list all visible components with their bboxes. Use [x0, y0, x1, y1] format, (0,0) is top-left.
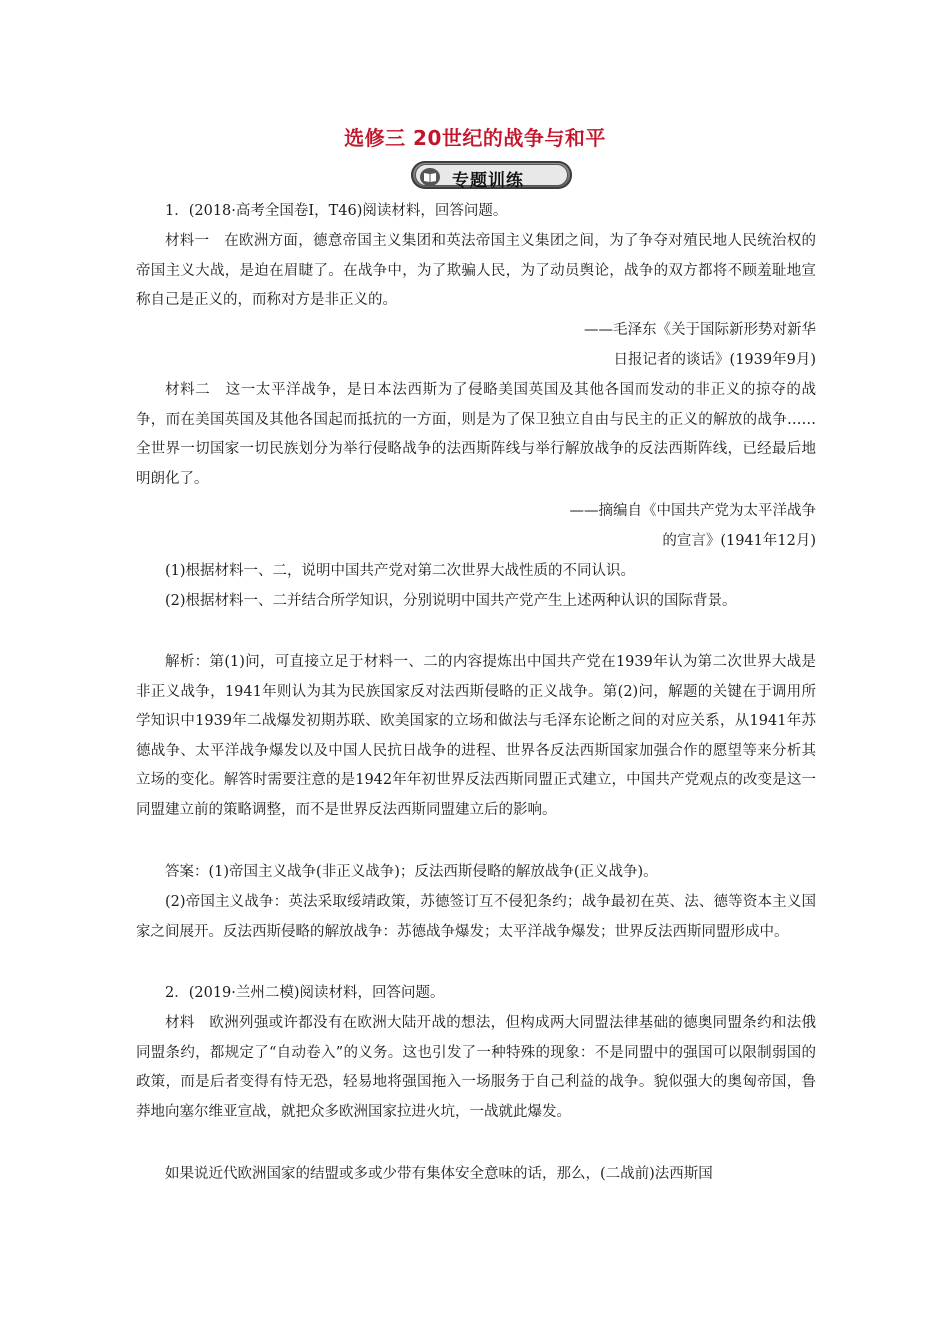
q1-material-1: 材料一 在欧洲方面，德意帝国主义集团和英法帝国主义集团之间，为了争夺对殖民地人民统治权的帝国主义大战，是迫在眉睫了。在战争中，为了欺骗人民，为了动员舆论，战争的双方都将不顾羞耻地宣称自己是正义的，而称对方是非正义的。: [136, 233, 816, 308]
page-title: 选修三 20世纪的战争与和平: [344, 126, 606, 150]
q1-analysis: 解析：第(1)问，可直接立足于材料一、二的内容提炼出中国共产党在1939年认为第二次世界大战是非正义战争，1941年则认为其为民族国家反对法西斯侵略的正义战争。第(2)问，解题的关键在于调用所学知识中1939年二战爆发初期苏联、欧美国家的立场和做法与毛泽东论断之间的对应关系，从1941年苏德战争、太平洋战争爆发以及中国人民抗日战争的进程、世界各反法西斯国家加强合作的愿望等来分析其立场的变化。解答时需要注意的是1942年年初世界反法西斯同盟正式建立，中国共产党观点的改变是这一同盟建立前的策略调整，而不是世界反法西斯同盟建立后的影响。: [136, 654, 816, 818]
q2-material: 材料 欧洲列强或许都没有在欧洲大陆开战的想法，但构成两大同盟法律基础的德奥同盟条约和法俄同盟条约，都规定了“自动卷入”的义务。这也引发了一种特殊的现象：不是同盟中的强国可以限制弱国的政策，而是后者变得有恃无恐，轻易地将强国拖入一场服务于自己利益的战争。貌似强大的奥匈帝国，鲁莽地向塞尔维亚宣战，就把众多欧洲国家拉进火坑，一战就此爆发。: [136, 1015, 816, 1120]
book-icon: [420, 168, 440, 186]
q1-source-1-line-1: ——毛泽东《关于国际新形势对新华: [584, 322, 816, 338]
question-1-header: 1．(2018·高考全国卷Ⅰ，T46)阅读材料，回答问题。: [165, 203, 508, 219]
q1-answer-1: 答案：(1)帝国主义战争(非正义战争)；反法西斯侵略的解放战争(正义战争)。: [165, 864, 658, 880]
q1-source-2-line-1: ——摘编自《中国共产党为太平洋战争: [569, 503, 816, 519]
banner-label: 专题训练: [452, 171, 524, 191]
q1-subquestion-2: (2)根据材料一、二并结合所学知识，分别说明中国共产党产生上述两种认识的国际背景。: [165, 593, 737, 609]
q1-source-2-line-2: 的宣言》(1941年12月): [662, 533, 816, 549]
q1-source-1-line-2: 日报记者的谈话》(1939年9月): [613, 352, 816, 368]
banner-frame: [415, 164, 568, 191]
question-2-header: 2．(2019·兰州二模)阅读材料，回答问题。: [165, 985, 445, 1001]
q1-answer-2: (2)帝国主义战争：英法采取绥靖政策，苏德签订互不侵犯条约；战争最初在英、法、德等资本主义国家之间展开。反法西斯侵略的解放战争：苏德战争爆发；太平洋战争爆发；世界反法西斯同盟形成中。: [136, 894, 816, 940]
q2-continuation: 如果说近代欧洲国家的结盟或多或少带有集体安全意味的话，那么，(二战前)法西斯国: [165, 1166, 713, 1182]
q1-material-2: 材料二 这一太平洋战争，是日本法西斯为了侵略美国英国及其他各国而发动的非正义的掠夺的战争，而在美国英国及其他各国起而抵抗的一方面，则是为了保卫独立自由与民主的正义的解放的战争……全世界一切国家一切民族划分为举行侵略战争的法西斯阵线与举行解放战争的反法西斯阵线，已经最后地明朗化了。: [136, 382, 816, 487]
q1-subquestion-1: (1)根据材料一、二，说明中国共产党对第二次世界大战性质的不同认识。: [165, 563, 636, 579]
section-banner: [411, 161, 572, 189]
